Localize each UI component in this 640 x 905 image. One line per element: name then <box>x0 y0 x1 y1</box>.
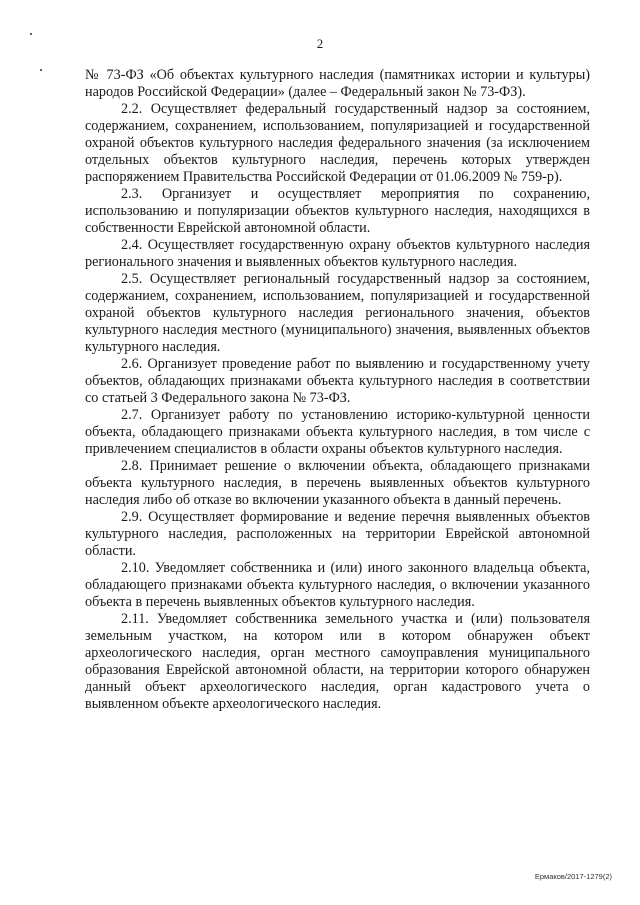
paragraph-2-2: 2.2. Осуществляет федеральный государственный надзор за состоянием, содержанием, сохранением, использованием, популяризацией и государственной охраной объектов культурного наследия федерального значения (за исключением отдельных объектов культурного наследия, перечень которых утвержден распоряжением Правительства Российской Федерации от 01.06.2009 № 759-р). <box>85 101 590 185</box>
paragraph-2-11: 2.11. Уведомляет собственника земельного участка и (или) пользователя земельным участком, на котором или в котором обнаружен объект археологического наследия, орган местного самоуправления муниципального образования Еврейской автономной области, на территории которого обнаружен данный объект археологического наследия, орган кадастрового учета о выявленном объекте археологического наследия. <box>85 611 590 712</box>
paragraph-law-reference: № 73-ФЗ «Об объектах культурного наследия (памятниках истории и культуры) народов Российской Федерации» (далее – Федеральный закон № 73-ФЗ). <box>85 67 590 100</box>
paragraph-2-10: 2.10. Уведомляет собственника и (или) иного законного владельца объекта, обладающего признаками объекта культурного наследия, о включении указанного объекта в перечень выявленных объектов культурного наследия. <box>85 560 590 610</box>
paragraph-2-9: 2.9. Осуществляет формирование и ведение перечня выявленных объектов культурного наследия, расположенных на территории Еврейской автономной области. <box>85 509 590 559</box>
page-number: 2 <box>316 36 324 51</box>
document-footer-code: Ермаков/2017-1279(2) <box>534 872 612 881</box>
paragraph-2-8: 2.8. Принимает решение о включении объекта, обладающего признаками объекта культурного наследия, в перечень выявленных объектов культурного наследия либо об отказе во включении указанного объекта в данный перечень. <box>85 458 590 508</box>
document-body <box>85 67 590 713</box>
scan-speck <box>30 33 32 35</box>
paragraph-2-7: 2.7. Организует работу по установлению историко-культурной ценности объекта, обладающего признаками объекта культурного наследия, в том числе с привлечением специалистов в области охраны объектов культурного наследия. <box>85 407 590 457</box>
paragraph-2-4: 2.4. Осуществляет государственную охрану объектов культурного наследия регионального значения и выявленных объектов культурного наследия. <box>85 237 590 270</box>
paragraph-2-6: 2.6. Организует проведение работ по выявлению и государственному учету объектов, обладающих признаками объекта культурного наследия в соответствии со статьей 3 Федерального закона № 73-ФЗ. <box>85 356 590 406</box>
paragraph-2-3: 2.3. Организует и осуществляет мероприятия по сохранению, использованию и популяризации объектов культурного наследия, находящихся в собственности Еврейской автономной области. <box>85 186 590 236</box>
scan-speck <box>40 69 42 71</box>
paragraph-2-5: 2.5. Осуществляет региональный государственный надзор за состоянием, содержанием, сохранением, использованием, популяризацией и государственной охраной объектов культурного наследия регионального значения, объектов культурного наследия местного (муниципального) значения, выявленных объектов культурного наследия. <box>85 271 590 355</box>
